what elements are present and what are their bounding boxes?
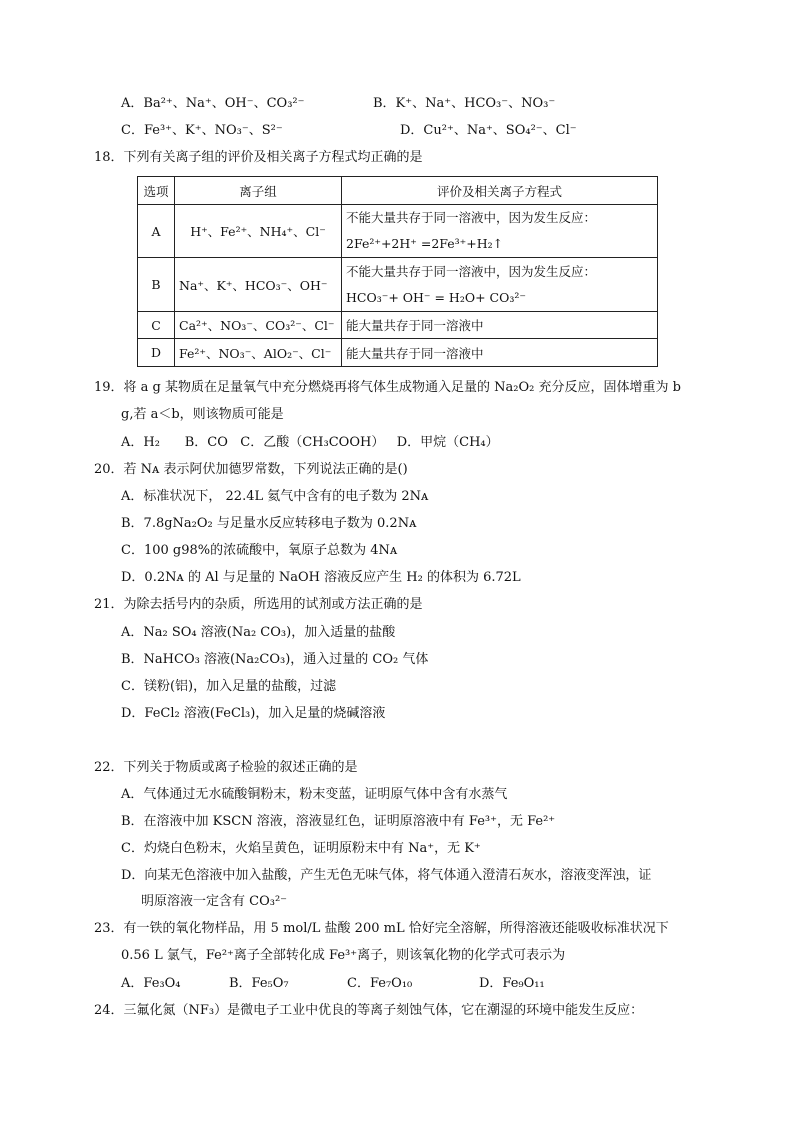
row-d-option: D — [138, 339, 175, 367]
row-a-option: A — [138, 205, 175, 258]
q20-option-a: A．标准状况下， 22.4L 氦气中含有的电子数为 2Nᴀ — [121, 489, 429, 504]
q22-option-c: C．灼烧白色粉末，火焰呈黄色，证明原粉末中有 Na⁺，无 K⁺ — [121, 841, 481, 856]
q21-option-c: C．镁粉(铝)，加入足量的盐酸，过滤 — [121, 679, 337, 694]
q23-stem-line2: 0.56 L 氯气，Fe²⁺离子全部转化成 Fe³⁺离子，则该氧化物的化学式可表示为 — [121, 948, 566, 963]
q17-option-b: B．K⁺、Na⁺、HCO₃⁻、NO₃⁻ — [373, 96, 556, 111]
row-b-evaluation — [342, 258, 658, 312]
q24-stem: 24．三氟化氮（NF₃）是微电子工业中优良的等离子刻蚀气体，它在潮湿的环境中能发生反应： — [94, 1003, 644, 1018]
q21-option-d: D．FeCl₂ 溶液(FeCl₃)，加入足量的烧碱溶液 — [121, 706, 386, 721]
row-d-evaluation: 能大量共存于同一溶液中 — [342, 339, 658, 367]
row-b-option: B — [138, 258, 175, 312]
q22-option-b: B．在溶液中加 KSCN 溶液，溶液显红色，证明原溶液中有 Fe³⁺，无 Fe²⁺ — [121, 814, 556, 829]
q21-option-b: B．NaHCO₃ 溶液(Na₂CO₃)，通入过量的 CO₂ 气体 — [121, 652, 429, 667]
row-a-eval-line2: 2Fe²⁺+2H⁺ =2Fe³⁺+H₂↑ — [346, 236, 504, 251]
table-row — [138, 205, 658, 258]
row-a-eval-line1: 不能大量共存于同一溶液中，因为发生反应： — [346, 210, 597, 225]
q22-option-a: A．气体通过无水硫酸铜粉末，粉末变蓝，证明原气体中含有水蒸气 — [121, 787, 508, 802]
q22-stem: 22．下列关于物质或离子检验的叙述正确的是 — [94, 760, 358, 775]
q22-option-d-line1: D．向某无色溶液中加入盐酸，产生无色无味气体，将气体通入澄清石灰水，溶液变浑浊，证 — [121, 868, 652, 883]
table-header-row — [138, 177, 658, 205]
q19-stem-line1: 19．将 a g 某物质在足量氧气中充分燃烧再将气体生成物通入足量的 Na₂O₂ 充分反应，固体增重为 b — [94, 380, 681, 395]
q19-options: A．H₂ B．CO C．乙酸（CH₃COOH） D．甲烷（CH₄） — [121, 435, 499, 450]
table-row — [138, 339, 658, 367]
row-c-evaluation: 能大量共存于同一溶液中 — [342, 312, 658, 339]
q17-option-a: A．Ba²⁺、Na⁺、OH⁻、CO₃²⁻ — [121, 96, 305, 111]
row-b-eval-line2: HCO₃⁻+ OH⁻ = H₂O+ CO₃²⁻ — [346, 289, 526, 305]
q21-option-a: A．Na₂ SO₄ 溶液(Na₂ CO₃)，加入适量的盐酸 — [121, 625, 396, 640]
row-c-option: C — [138, 312, 175, 339]
row-c-ions: Ca²⁺、NO₃⁻、CO₃²⁻、Cl⁻ — [175, 312, 342, 339]
q20-option-b: B．7.8gNa₂O₂ 与足量水反应转移电子数为 0.2Nᴀ — [121, 516, 417, 531]
q23-option-a: A．Fe₃O₄ — [121, 976, 181, 991]
row-b-eval-line1: 不能大量共存于同一溶液中，因为发生反应： — [346, 263, 597, 279]
q23-option-d: D．Fe₉O₁₁ — [479, 976, 545, 991]
q22-option-d-line2: 明原溶液一定含有 CO₃²⁻ — [141, 894, 288, 909]
row-b-ions: Na⁺、K⁺、HCO₃⁻、OH⁻ — [175, 258, 342, 312]
q23-stem-line1: 23．有一铁的氧化物样品，用 5 mol/L 盐酸 200 mL 恰好完全溶解，所得溶液还能吸收标准状况下 — [94, 921, 669, 936]
q18-stem: 18．下列有关离子组的评价及相关离子方程式均正确的是 — [94, 150, 423, 165]
table-row — [138, 312, 658, 339]
q20-stem: 20．若 Nᴀ 表示阿伏加德罗常数，下列说法正确的是() — [94, 462, 408, 477]
header-option: 选项 — [138, 177, 175, 205]
q23-option-b: B．Fe₅O₇ — [229, 976, 289, 991]
q19-stem-line2: g,若 a＜b，则该物质可能是 — [121, 407, 284, 422]
row-d-ions: Fe²⁺、NO₃⁻、AlO₂⁻、Cl⁻ — [175, 339, 342, 367]
q23-option-c: C．Fe₇O₁₀ — [347, 976, 413, 991]
q21-stem: 21．为除去括号内的杂质，所选用的试剂或方法正确的是 — [94, 597, 423, 612]
table-row — [138, 258, 658, 312]
q17-option-d: D．Cu²⁺、Na⁺、SO₄²⁻、Cl⁻ — [400, 123, 577, 138]
q20-option-d: D．0.2Nᴀ 的 Al 与足量的 NaOH 溶液反应产生 H₂ 的体积为 6.72L — [121, 570, 521, 585]
q17-option-c: C．Fe³⁺、K⁺、NO₃⁻、S²⁻ — [121, 123, 283, 138]
q20-option-c: C．100 g98%的浓硫酸中，氧原子总数为 4Nᴀ — [121, 543, 398, 558]
row-a-ions: H⁺、Fe²⁺、NH₄⁺、Cl⁻ — [175, 205, 342, 258]
header-evaluation: 评价及相关离子方程式 — [342, 177, 658, 205]
q18-table — [137, 176, 658, 367]
row-a-evaluation — [342, 205, 658, 258]
header-ion-group: 离子组 — [175, 177, 342, 205]
